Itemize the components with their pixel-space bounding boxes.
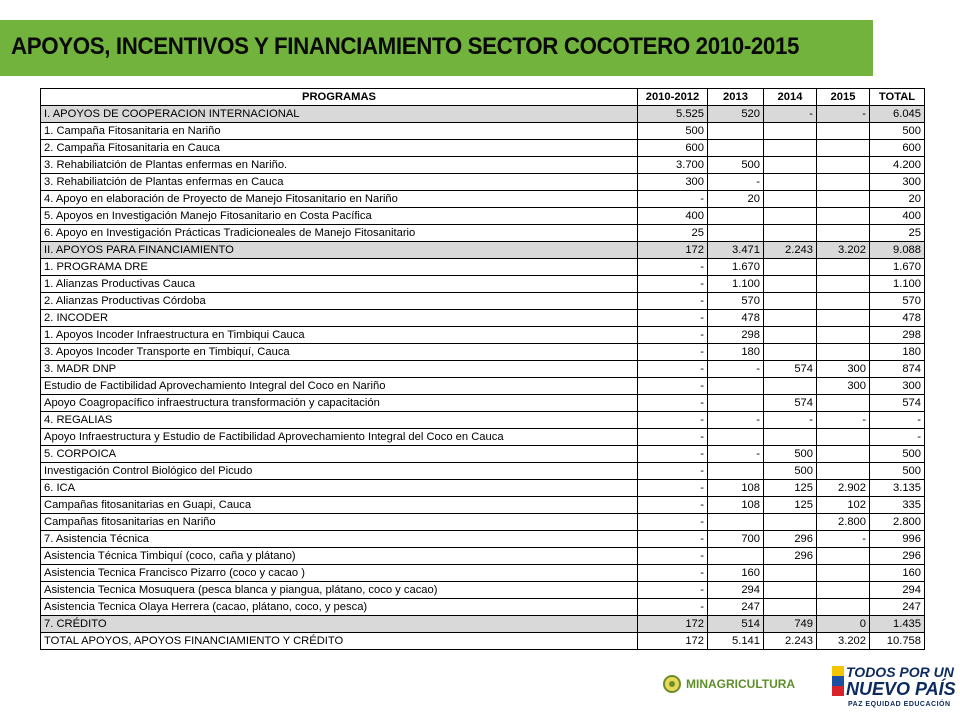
cell-total: 10.758: [870, 633, 925, 650]
table-row: [41, 531, 925, 548]
cell-programa: 1. Campaña Fitosanitaria en Nariño: [41, 123, 638, 140]
cell-programa: I. APOYOS DE COOPERACION INTERNACIONAL: [41, 106, 638, 123]
cell-total: 1.670: [870, 259, 925, 276]
table-row: [41, 565, 925, 582]
cell-total: 160: [870, 565, 925, 582]
cell-2014: [764, 429, 817, 446]
table-row: [41, 582, 925, 599]
cell-programa: 6. Apoyo en Investigación Prácticas Tradicioneales de Manejo Fitosanitario: [41, 225, 638, 242]
cell-2010-2012: -: [638, 293, 708, 310]
cell-2014: [764, 378, 817, 395]
cell-2013: [708, 140, 764, 157]
cell-2014: 2.243: [764, 633, 817, 650]
cell-2014: 296: [764, 531, 817, 548]
cell-2015: -: [817, 531, 870, 548]
cell-total: 400: [870, 208, 925, 225]
header-2015: 2015: [817, 89, 870, 106]
table-row: [41, 123, 925, 140]
cell-total: 996: [870, 531, 925, 548]
cell-total: -: [870, 412, 925, 429]
cell-2013: 5.141: [708, 633, 764, 650]
cell-total: 600: [870, 140, 925, 157]
cell-2014: 574: [764, 361, 817, 378]
cell-2015: 0: [817, 616, 870, 633]
cell-programa: Asistencia Técnica Timbiquí (coco, caña y plátano): [41, 548, 638, 565]
cell-2013: 20: [708, 191, 764, 208]
table-row: [41, 599, 925, 616]
cell-2014: [764, 140, 817, 157]
cell-programa: 1. PROGRAMA DRE: [41, 259, 638, 276]
table-row: [41, 174, 925, 191]
cell-2014: [764, 327, 817, 344]
cell-2010-2012: 5.525: [638, 106, 708, 123]
cell-2013: 160: [708, 565, 764, 582]
page-title: APOYOS, INCENTIVOS Y FINANCIAMIENTO SECTOR COCOTERO 2010-2015: [11, 33, 800, 60]
cell-programa: 5. Apoyos en Investigación Manejo Fitosanitario en Costa Pacífica: [41, 208, 638, 225]
cell-2015: [817, 310, 870, 327]
cell-2015: [817, 344, 870, 361]
cell-2013: 520: [708, 106, 764, 123]
cell-2010-2012: -: [638, 378, 708, 395]
cell-2013: [708, 463, 764, 480]
cell-2013: 180: [708, 344, 764, 361]
nuevo-pais-tagline: PAZ EQUIDAD EDUCACIÓN: [848, 701, 951, 708]
header-2010-2012: 2010-2012: [638, 89, 708, 106]
cell-programa: 4. Apoyo en elaboración de Proyecto de Manejo Fitosanitario en Nariño: [41, 191, 638, 208]
cell-2013: 478: [708, 310, 764, 327]
programs-table: [40, 88, 925, 650]
cell-2015: [817, 208, 870, 225]
cell-programa: 2. Alianzas Productivas Córdoba: [41, 293, 638, 310]
table-row: [41, 293, 925, 310]
cell-2015: [817, 327, 870, 344]
table-row: [41, 225, 925, 242]
cell-2014: 500: [764, 463, 817, 480]
cell-2015: [817, 548, 870, 565]
cell-programa: TOTAL APOYOS, APOYOS FINANCIAMIENTO Y CRÉDITO: [41, 633, 638, 650]
cell-total: 500: [870, 123, 925, 140]
table-row: [41, 157, 925, 174]
table-row: [41, 616, 925, 633]
table-row: [41, 514, 925, 531]
cell-2014: [764, 276, 817, 293]
cell-2013: [708, 395, 764, 412]
cell-2015: [817, 429, 870, 446]
cell-programa: Apoyo Coagropacífico infraestructura transformación y capacitación: [41, 395, 638, 412]
cell-total: 874: [870, 361, 925, 378]
cell-programa: 3. Apoyos Incoder Transporte en Timbiquí, Cauca: [41, 344, 638, 361]
cell-2010-2012: -: [638, 429, 708, 446]
cell-2015: [817, 565, 870, 582]
table-row: [41, 310, 925, 327]
cell-2010-2012: 400: [638, 208, 708, 225]
cell-2013: [708, 208, 764, 225]
table-row: [41, 548, 925, 565]
table-row: [41, 633, 925, 650]
cell-total: 500: [870, 446, 925, 463]
cell-2013: 700: [708, 531, 764, 548]
cell-2010-2012: -: [638, 276, 708, 293]
cell-programa: 7. CRÉDITO: [41, 616, 638, 633]
cell-programa: Apoyo Infraestructura y Estudio de Factibilidad Aprovechamiento Integral del Coco en Cauca: [41, 429, 638, 446]
cell-2010-2012: -: [638, 565, 708, 582]
cell-total: 25: [870, 225, 925, 242]
cell-programa: Campañas fitosanitarias en Guapi, Cauca: [41, 497, 638, 514]
table-body: [41, 89, 925, 650]
cell-total: 298: [870, 327, 925, 344]
cell-2013: [708, 378, 764, 395]
cell-2015: [817, 157, 870, 174]
cell-2015: 2.902: [817, 480, 870, 497]
cell-2010-2012: 172: [638, 616, 708, 633]
cell-2014: [764, 344, 817, 361]
cell-2013: 1.670: [708, 259, 764, 276]
cell-total: 500: [870, 463, 925, 480]
cell-2010-2012: -: [638, 310, 708, 327]
table-row: [41, 106, 925, 123]
cell-programa: 1. Alianzas Productivas Cauca: [41, 276, 638, 293]
cell-2010-2012: -: [638, 412, 708, 429]
cell-2013: 108: [708, 480, 764, 497]
cell-2010-2012: -: [638, 480, 708, 497]
cell-2015: 300: [817, 378, 870, 395]
table-row: [41, 361, 925, 378]
table-row: [41, 480, 925, 497]
table-row: [41, 242, 925, 259]
cell-programa: 2. INCODER: [41, 310, 638, 327]
cell-2013: -: [708, 174, 764, 191]
cell-programa: 4. REGALIAS: [41, 412, 638, 429]
header-total: TOTAL: [870, 89, 925, 106]
table-row: [41, 208, 925, 225]
cell-2014: [764, 208, 817, 225]
cell-2010-2012: 600: [638, 140, 708, 157]
cell-2015: 2.800: [817, 514, 870, 531]
cell-total: 2.800: [870, 514, 925, 531]
cell-2014: [764, 157, 817, 174]
cell-2014: [764, 259, 817, 276]
table-row: [41, 140, 925, 157]
cell-2010-2012: -: [638, 395, 708, 412]
cell-2013: -: [708, 446, 764, 463]
cell-total: 300: [870, 174, 925, 191]
table-header-row: [41, 89, 925, 106]
table-row: [41, 429, 925, 446]
cell-programa: 3. Rehabiliatción de Plantas enfermas en Cauca: [41, 174, 638, 191]
cell-total: 4.200: [870, 157, 925, 174]
cell-2015: 3.202: [817, 633, 870, 650]
cell-2010-2012: 172: [638, 242, 708, 259]
cell-programa: 6. ICA: [41, 480, 638, 497]
cell-2013: -: [708, 361, 764, 378]
cell-2015: [817, 259, 870, 276]
cell-total: 6.045: [870, 106, 925, 123]
cell-2010-2012: -: [638, 548, 708, 565]
cell-2013: 3.471: [708, 242, 764, 259]
cell-2015: 300: [817, 361, 870, 378]
title-banner: [0, 20, 873, 76]
table-row: [41, 395, 925, 412]
cell-2015: [817, 599, 870, 616]
table-row: [41, 276, 925, 293]
cell-total: 574: [870, 395, 925, 412]
cell-2014: 574: [764, 395, 817, 412]
cell-total: 300: [870, 378, 925, 395]
cell-2015: [817, 225, 870, 242]
cell-total: 296: [870, 548, 925, 565]
cell-2015: -: [817, 412, 870, 429]
cell-2013: -: [708, 412, 764, 429]
cell-total: 1.435: [870, 616, 925, 633]
cell-2010-2012: -: [638, 191, 708, 208]
cell-2010-2012: -: [638, 446, 708, 463]
cell-2013: 294: [708, 582, 764, 599]
cell-2014: [764, 225, 817, 242]
cell-2013: 247: [708, 599, 764, 616]
cell-2014: [764, 293, 817, 310]
cell-2014: [764, 514, 817, 531]
cell-2014: [764, 123, 817, 140]
cell-2014: 500: [764, 446, 817, 463]
cell-total: 335: [870, 497, 925, 514]
cell-2014: 125: [764, 480, 817, 497]
nuevo-pais-line2: NUEVO PAÍS: [846, 679, 956, 699]
cell-2014: 296: [764, 548, 817, 565]
table-row: [41, 463, 925, 480]
coat-of-arms-icon: [663, 675, 681, 693]
cell-total: 478: [870, 310, 925, 327]
cell-2014: [764, 191, 817, 208]
cell-2010-2012: -: [638, 497, 708, 514]
cell-2013: [708, 123, 764, 140]
cell-2013: [708, 225, 764, 242]
table-row: [41, 446, 925, 463]
cell-programa: Asistencia Tecnica Olaya Herrera (cacao, plátano, coco, y pesca): [41, 599, 638, 616]
cell-programa: Investigación Control Biológico del Picudo: [41, 463, 638, 480]
cell-2010-2012: -: [638, 531, 708, 548]
table-row: [41, 497, 925, 514]
cell-2013: 1.100: [708, 276, 764, 293]
header-2014: 2014: [764, 89, 817, 106]
cell-2015: [817, 395, 870, 412]
header-2013: 2013: [708, 89, 764, 106]
nuevo-pais-line1: TODOS POR UN: [846, 664, 954, 680]
cell-programa: 3. Rehabiliatción de Plantas enfermas en Nariño.: [41, 157, 638, 174]
cell-2015: [817, 276, 870, 293]
cell-programa: 7. Asistencia Técnica: [41, 531, 638, 548]
cell-2010-2012: 172: [638, 633, 708, 650]
cell-total: 180: [870, 344, 925, 361]
minagricultura-logo: [660, 672, 796, 698]
cell-total: -: [870, 429, 925, 446]
cell-total: 9.088: [870, 242, 925, 259]
minagricultura-text: MINAGRICULTURA: [686, 677, 796, 691]
cell-2014: 749: [764, 616, 817, 633]
cell-2014: [764, 565, 817, 582]
table-row: [41, 378, 925, 395]
cell-2015: [817, 293, 870, 310]
cell-programa: II. APOYOS PARA FINANCIAMIENTO: [41, 242, 638, 259]
cell-total: 570: [870, 293, 925, 310]
cell-programa: 5. CORPOICA: [41, 446, 638, 463]
cell-2015: [817, 123, 870, 140]
table-row: [41, 344, 925, 361]
cell-2015: 3.202: [817, 242, 870, 259]
cell-2013: 570: [708, 293, 764, 310]
cell-2013: 108: [708, 497, 764, 514]
table-row: [41, 412, 925, 429]
cell-2015: [817, 463, 870, 480]
cell-2014: -: [764, 412, 817, 429]
cell-total: 247: [870, 599, 925, 616]
table-row: [41, 191, 925, 208]
cell-2010-2012: -: [638, 259, 708, 276]
cell-2015: [817, 582, 870, 599]
cell-2014: [764, 599, 817, 616]
cell-2013: 500: [708, 157, 764, 174]
cell-2010-2012: -: [638, 361, 708, 378]
cell-total: 3.135: [870, 480, 925, 497]
cell-programa: Asistencia Tecnica Mosuquera (pesca blanca y piangua, plátano, coco y cacao): [41, 582, 638, 599]
cell-2010-2012: -: [638, 582, 708, 599]
cell-total: 294: [870, 582, 925, 599]
cell-2014: 125: [764, 497, 817, 514]
cell-2015: [817, 446, 870, 463]
cell-2015: [817, 191, 870, 208]
cell-programa: 3. MADR DNP: [41, 361, 638, 378]
cell-2010-2012: 3.700: [638, 157, 708, 174]
cell-total: 1.100: [870, 276, 925, 293]
cell-2010-2012: 25: [638, 225, 708, 242]
table-row: [41, 327, 925, 344]
cell-2010-2012: 500: [638, 123, 708, 140]
flag-mark-icon: [832, 666, 844, 696]
cell-programa: 1. Apoyos Incoder Infraestructura en Timbiqui Cauca: [41, 327, 638, 344]
cell-2015: -: [817, 106, 870, 123]
cell-2014: [764, 174, 817, 191]
header-programas: PROGRAMAS: [41, 89, 638, 106]
cell-2010-2012: 300: [638, 174, 708, 191]
cell-2013: [708, 514, 764, 531]
cell-programa: 2. Campaña Fitosanitaria en Cauca: [41, 140, 638, 157]
cell-total: 20: [870, 191, 925, 208]
cell-2013: 514: [708, 616, 764, 633]
cell-programa: Estudio de Factibilidad Aprovechamiento Integral del Coco en Nariño: [41, 378, 638, 395]
nuevo-pais-logo: [846, 664, 958, 712]
cell-2010-2012: -: [638, 514, 708, 531]
cell-2010-2012: -: [638, 463, 708, 480]
cell-2013: [708, 548, 764, 565]
table-row: [41, 259, 925, 276]
cell-2015: 102: [817, 497, 870, 514]
cell-2010-2012: -: [638, 327, 708, 344]
cell-2013: [708, 429, 764, 446]
cell-2010-2012: -: [638, 599, 708, 616]
cell-2010-2012: -: [638, 344, 708, 361]
cell-programa: Campañas fitosanitarias en Nariño: [41, 514, 638, 531]
cell-2014: 2.243: [764, 242, 817, 259]
cell-programa: Asistencia Tecnica Francisco Pizarro (coco y cacao ): [41, 565, 638, 582]
cell-2015: [817, 174, 870, 191]
cell-2013: 298: [708, 327, 764, 344]
cell-2014: [764, 582, 817, 599]
cell-2014: [764, 310, 817, 327]
cell-2014: -: [764, 106, 817, 123]
cell-2015: [817, 140, 870, 157]
